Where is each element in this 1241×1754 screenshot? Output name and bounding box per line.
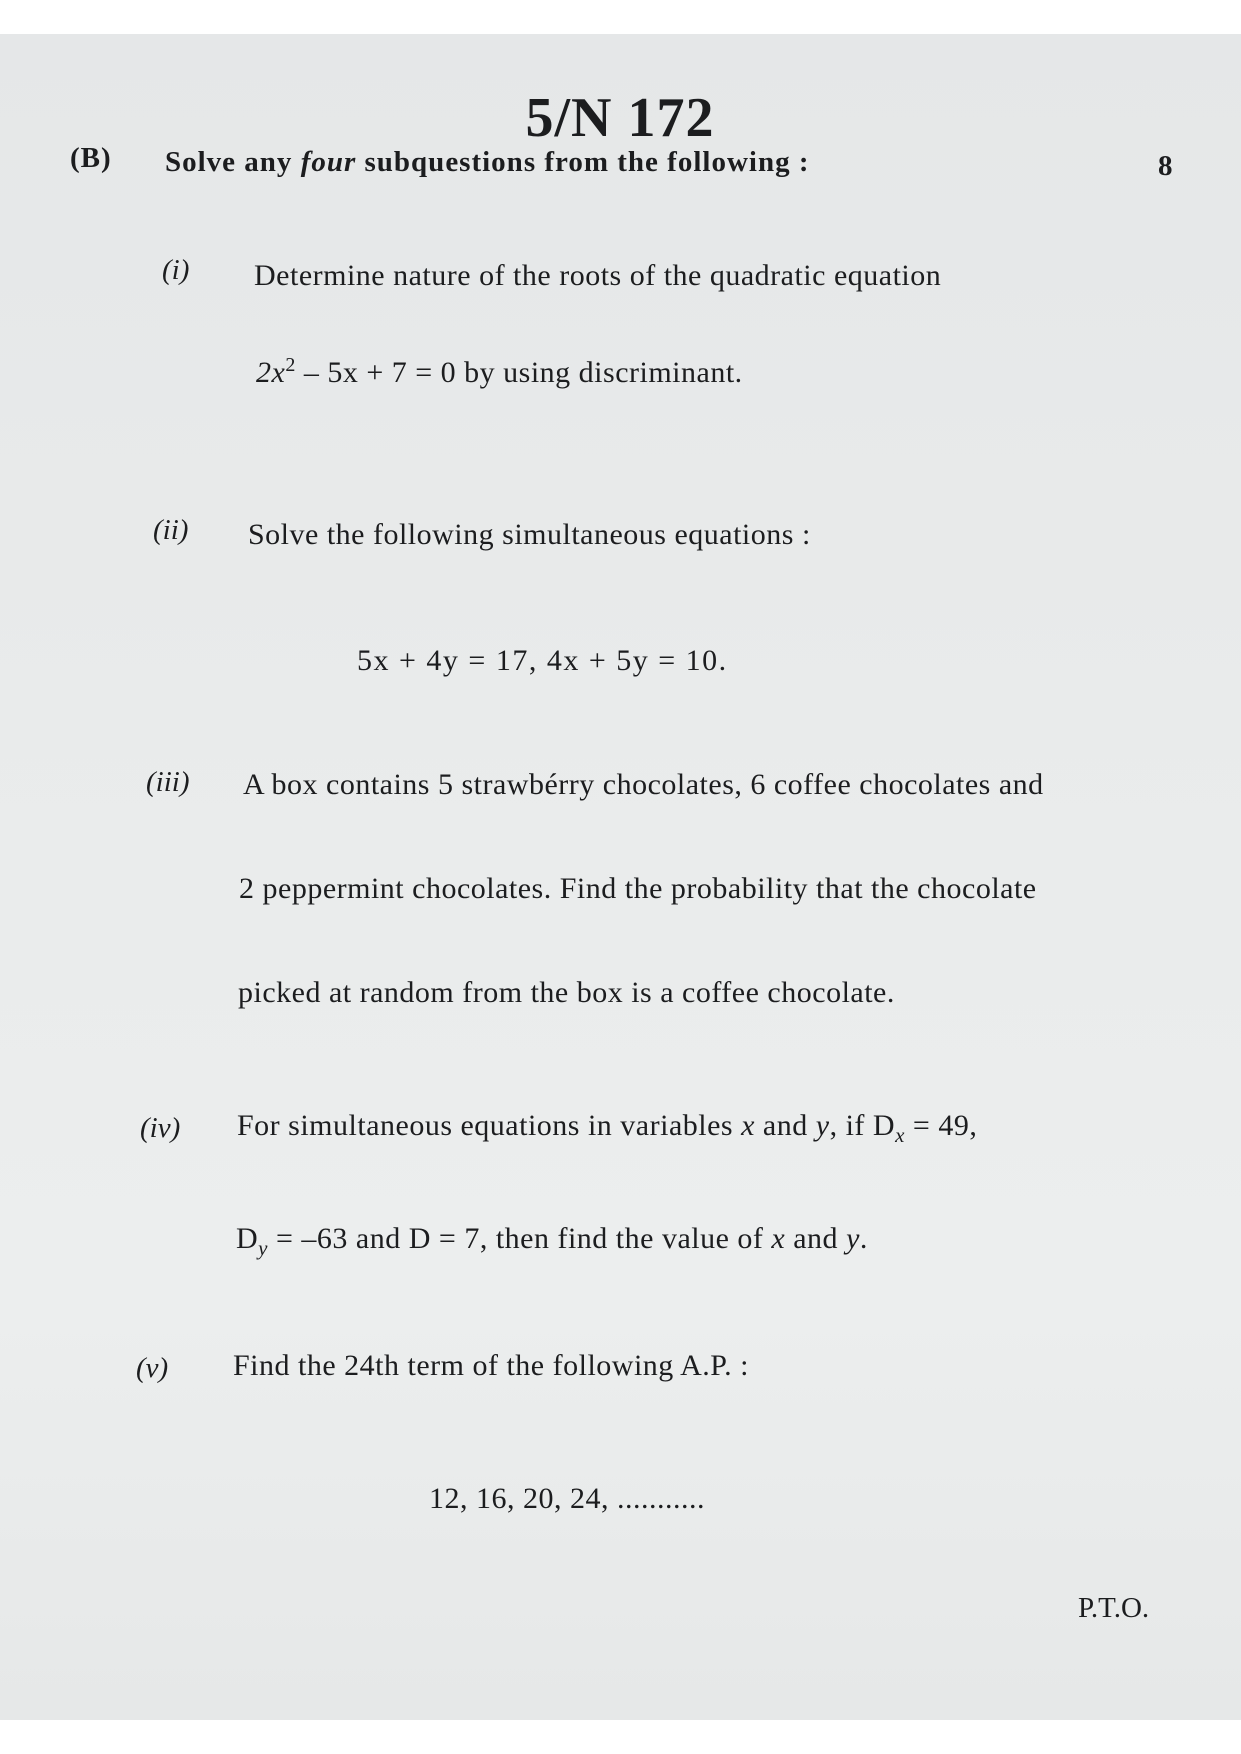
subquestion-iv-label: (iv) [140, 1112, 181, 1144]
variable-y: y [846, 1222, 860, 1255]
subquestion-i-line1: Determine nature of the roots of the quadratic equation [254, 259, 942, 292]
subquestion-v-sequence: 12, 16, 20, 24, ........... [429, 1482, 705, 1515]
line1-part-a: For simultaneous equations in variables [237, 1109, 742, 1142]
and-word: and [785, 1222, 847, 1255]
subquestion-v-label: (v) [136, 1352, 169, 1384]
and-word: and [754, 1109, 816, 1142]
variable-x: x [741, 1109, 755, 1142]
subquestion-iv-line2 [236, 1222, 868, 1261]
instruction-suffix: subquestions from the following : [356, 146, 810, 178]
line1-part-b: , if D [829, 1109, 896, 1142]
line2-part-a: D [236, 1222, 259, 1255]
subscript-y: y [258, 1236, 268, 1260]
marks: 8 [1158, 150, 1173, 182]
subquestion-i-line2 [256, 354, 743, 390]
instruction-emphasis: four [300, 146, 357, 178]
equation-exponent: 2 [285, 354, 296, 376]
subquestion-ii-label: (ii) [153, 514, 189, 546]
subquestion-iii-label: (iii) [146, 766, 190, 798]
subscript-x: x [895, 1123, 905, 1147]
question-instruction [165, 146, 809, 179]
subquestion-iv-line1 [237, 1109, 977, 1148]
line1-part-c: = 49, [904, 1109, 978, 1142]
subquestion-iii-line3: picked at random from the box is a coffee chocolate. [238, 976, 895, 1009]
variable-x: x [771, 1222, 786, 1255]
question-label: (B) [70, 142, 112, 174]
subquestion-iii-line2: 2 peppermint chocolates. Find the probability that the chocolate [239, 872, 1037, 905]
line2-end: . [859, 1222, 868, 1255]
subquestion-ii-equations: 5x + 4y = 17, 4x + 5y = 10. [357, 644, 728, 677]
paper-code: 5/N 172 [525, 87, 715, 149]
line2-part-b: = –63 and D = 7, then find the value of [268, 1222, 772, 1255]
equation-rest: – 5x + 7 = 0 [295, 356, 457, 389]
subquestion-ii-line1: Solve the following simultaneous equations : [248, 518, 811, 551]
please-turn-over: P.T.O. [1078, 1592, 1150, 1624]
subquestion-iii-line1: A box contains 5 strawbérry chocolates, 6 coffee chocolates and [243, 768, 1044, 801]
instruction-prefix: Solve any [165, 146, 301, 178]
subquestion-v-line1: Find the 24th term of the following A.P. : [233, 1349, 749, 1382]
variable-y: y [815, 1109, 830, 1142]
exam-page [0, 34, 1241, 1720]
equation-suffix: by using discriminant. [456, 356, 743, 389]
subquestion-i-label: (i) [162, 254, 190, 286]
equation-term: 2x [256, 356, 286, 389]
